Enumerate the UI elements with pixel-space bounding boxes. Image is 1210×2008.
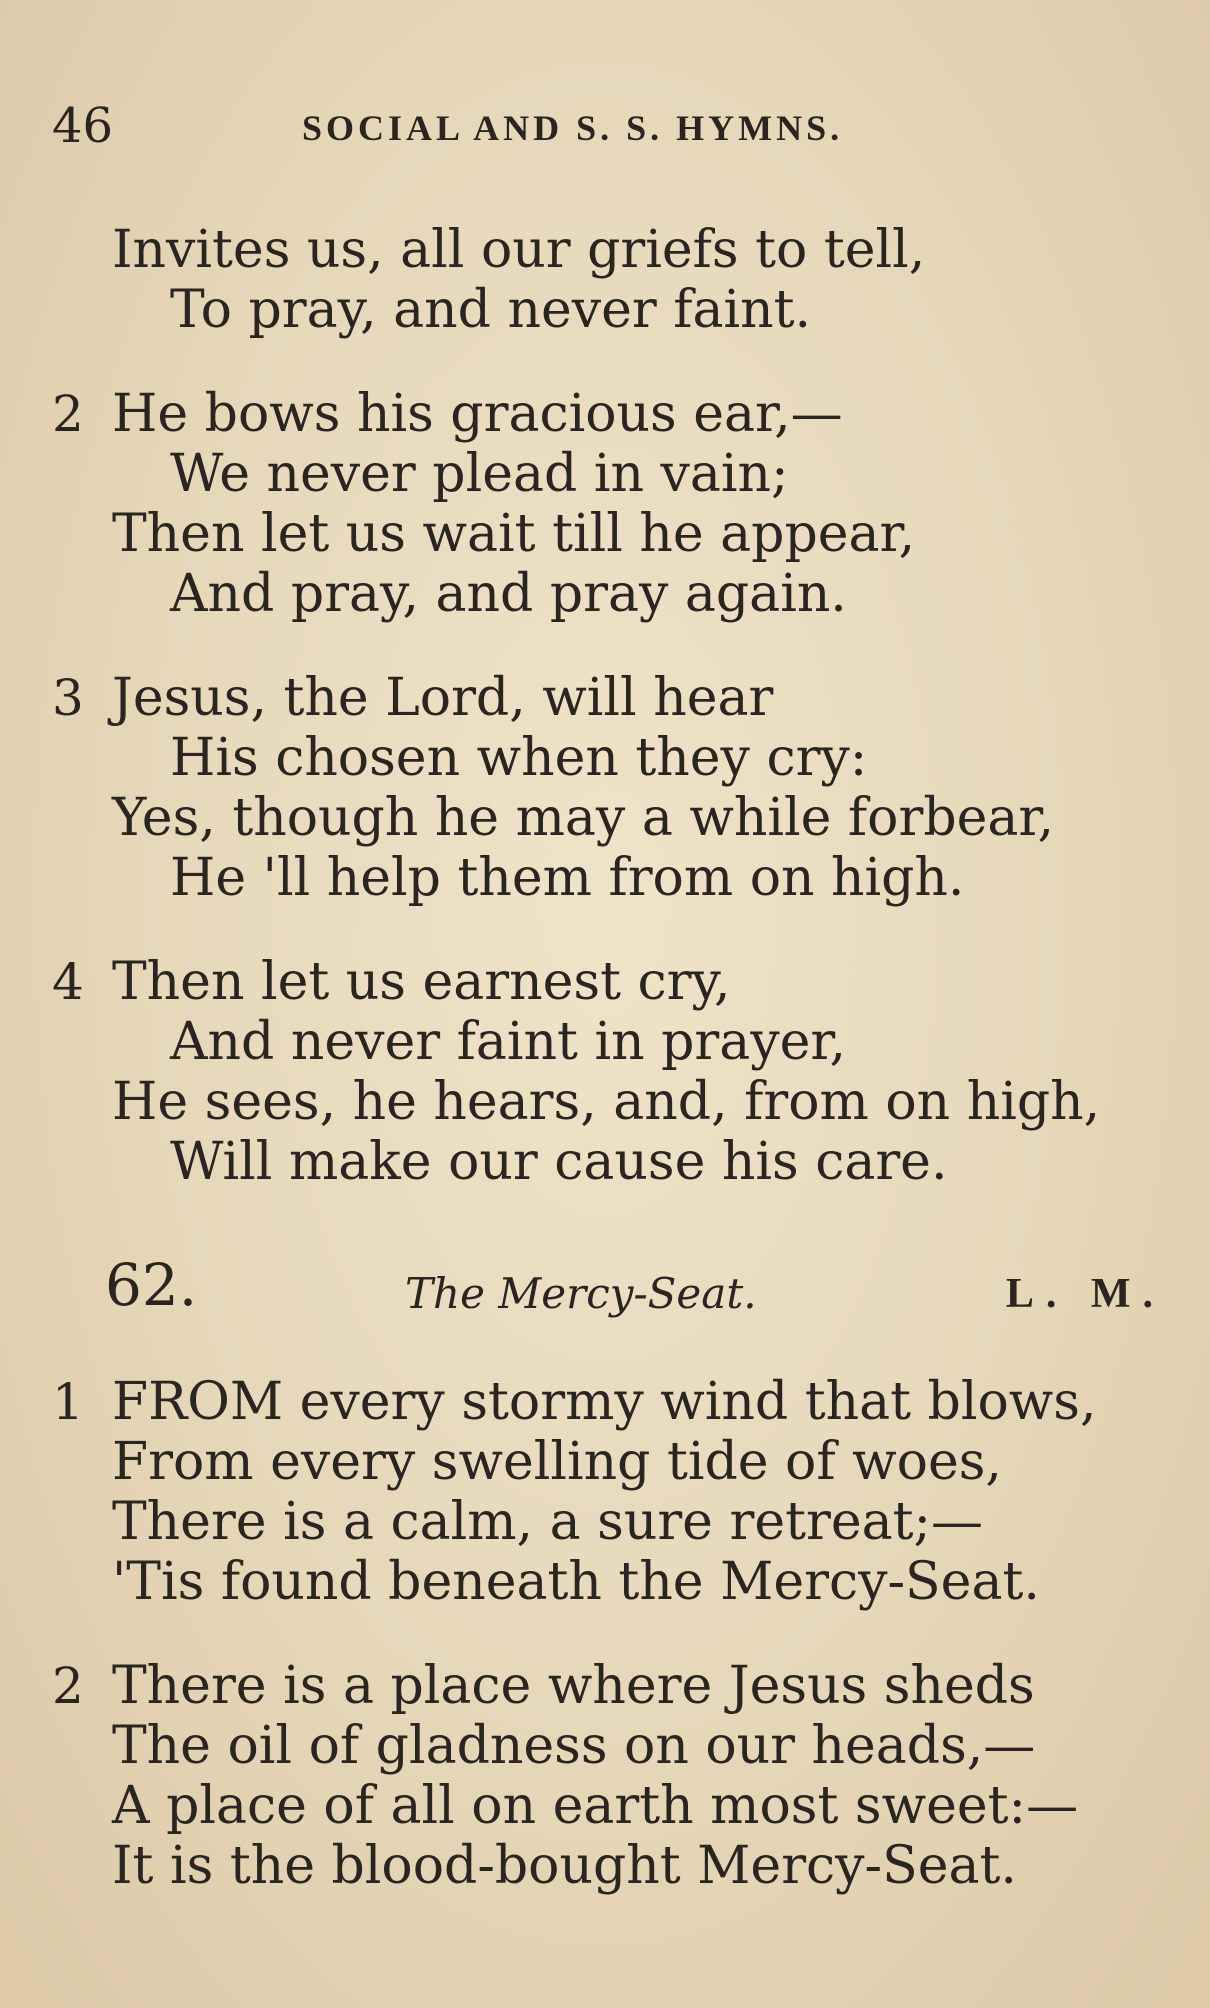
stanza-number: 2 (52, 1657, 84, 1715)
verse-line: And never faint in prayer, (170, 1012, 847, 1072)
verse-line: Will make our cause his care. (170, 1132, 948, 1192)
verse-line: Then let us earnest cry, (112, 952, 731, 1012)
verse-line: There is a calm, a sure retreat;— (112, 1492, 984, 1552)
running-head: SOCIAL AND S. S. HYMNS. (302, 108, 844, 148)
verse-line: He 'll help them from on high. (170, 848, 965, 908)
verse-line: To pray, and never faint. (170, 280, 812, 340)
verse-line: A place of all on earth most sweet:— (112, 1776, 1079, 1836)
verse-line: Then let us wait till he appear, (112, 504, 916, 564)
verse-line: He bows his gracious ear,— (112, 384, 843, 444)
verse-line: Jesus, the Lord, will hear (112, 668, 774, 728)
hymn-heading (105, 1250, 1165, 1330)
verse-line: Yes, though he may a while forbear, (112, 788, 1055, 848)
verse-line: FROM every stormy wind that blows, (112, 1372, 1097, 1432)
hymn-title: The Mercy-Seat. (405, 1269, 757, 1318)
verse-line: Invites us, all our griefs to tell, (112, 220, 926, 280)
verse-line: We never plead in vain; (170, 444, 789, 504)
verse-line: From every swelling tide of woes, (112, 1432, 1002, 1492)
verse-line: It is the blood-bought Mercy-Seat. (112, 1836, 1017, 1896)
verse-line: There is a place where Jesus sheds (112, 1656, 1035, 1716)
verse-line: His chosen when they cry: (170, 728, 868, 788)
stanza-number: 2 (52, 385, 84, 443)
verse-line: The oil of gladness on our heads,— (112, 1716, 1036, 1776)
stanza-number: 3 (52, 669, 84, 727)
hymn-meter: L. M. (1005, 1271, 1165, 1317)
verse-line: He sees, he hears, and, from on high, (112, 1072, 1101, 1132)
page-header (52, 96, 1152, 156)
stanza-number: 1 (52, 1373, 84, 1431)
hymn-number: 62. (105, 1251, 198, 1319)
verse-line: 'Tis found beneath the Mercy-Seat. (112, 1552, 1040, 1612)
page-number: 46 (52, 98, 114, 154)
stanza-number: 4 (52, 953, 84, 1011)
verse-line: And pray, and pray again. (170, 564, 847, 624)
